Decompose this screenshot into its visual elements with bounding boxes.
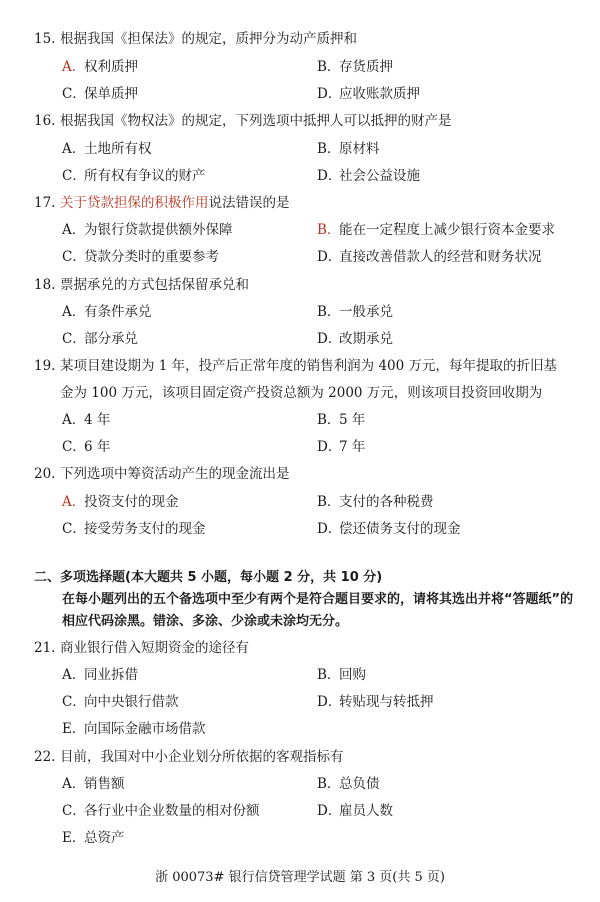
question-17 (34, 190, 582, 217)
question-number: 15. (34, 31, 56, 47)
option-a: A．有条件承兑 (62, 304, 152, 320)
section-heading: 二、多项选择题(本大题共 5 小题，每小题 2 分，共 10 分) (34, 570, 383, 585)
option-c: C．6 年 (62, 439, 111, 455)
option-c: C．所有权有争议的财产 (62, 168, 206, 184)
option-a: A．同业拆借 (62, 667, 138, 683)
option-b: B．回购 (317, 667, 366, 683)
option-d: D．偿还债务支付的现金 (317, 521, 461, 537)
question-22 (34, 744, 582, 771)
section-instruction: 在每小题列出的五个备选项中至少有两个是符合题目要求的，请将其选出并将“答题纸”的相应代码涂黑。错涂、多涂、少涂或未涂均无分。 (62, 592, 574, 629)
option-a: A．4 年 (62, 412, 111, 428)
option-b: B．存货质押 (317, 59, 393, 75)
option-b: B．能在一定程度上减少银行资本金要求 (317, 222, 555, 238)
option-c: C．接受劳务支付的现金 (62, 521, 206, 537)
question-19-continued (60, 380, 600, 407)
option-d: D．应收账款质押 (317, 86, 420, 102)
option-b: B．总负债 (317, 776, 380, 792)
question-number: 18. (34, 277, 56, 293)
option-c: C．保单质押 (62, 86, 138, 102)
option-a: A．土地所有权 (62, 141, 152, 157)
question-15 (34, 26, 582, 53)
option-a: A．投资支付的现金 (62, 494, 179, 510)
question-number: 16. (34, 113, 56, 129)
option-a: A．权利质押 (62, 59, 138, 75)
option-d: D．7 年 (317, 439, 366, 455)
option-c: C．各行业中企业数量的相对份额 (62, 803, 260, 819)
option-b: B．5 年 (317, 412, 366, 428)
option-d: D．改期承兑 (317, 331, 393, 347)
option-c: C．向中央银行借款 (62, 694, 179, 710)
option-b: B．一般承兑 (317, 304, 393, 320)
option-d: D．社会公益设施 (317, 168, 420, 184)
question-20 (34, 461, 582, 488)
question-text: 票据承兑的方式包括保留承兑和 (60, 277, 249, 293)
question-text-line2: 金为 100 万元，该项目固定资产投资总额为 2000 万元，则该项目投资回收期为 (60, 385, 543, 401)
option-d: D．雇员人数 (317, 803, 393, 819)
question-number: 21. (34, 640, 56, 656)
question-text: 说法错误的是 (208, 195, 290, 211)
option-b: B．支付的各种税费 (317, 494, 434, 510)
option-c: C．部分承兑 (62, 331, 138, 347)
question-text-line1: 某项目建设期为 1 年，投产后正常年度的销售利润为 400 万元，每年提取的折旧基 (60, 358, 558, 374)
question-number: 19. (34, 358, 56, 374)
question-text-highlight: 关于贷款担保的积极作用 (60, 195, 209, 211)
question-text: 根据我国《担保法》的规定，质押分为动产质押和 (60, 31, 357, 47)
question-number: 17. (34, 195, 56, 211)
option-d: D．转贴现与转抵押 (317, 694, 434, 710)
option-d: D．直接改善借款人的经营和财务状况 (317, 249, 542, 265)
option-a: A．销售额 (62, 776, 125, 792)
option-e: E．总资产 (62, 830, 125, 846)
question-16 (34, 108, 582, 135)
option-a: A．为银行贷款提供额外保障 (62, 222, 233, 238)
question-text: 根据我国《物权法》的规定，下列选项中抵押人可以抵押的财产是 (60, 113, 452, 129)
page-footer: 浙 00073# 银行信贷管理学试题 第 3 页(共 5 页) (155, 870, 445, 885)
question-21 (34, 635, 582, 662)
option-e: E．向国际金融市场借款 (62, 721, 206, 737)
question-text: 目前，我国对中小企业划分所依据的客观指标有 (60, 749, 344, 765)
question-19 (34, 353, 582, 380)
question-18 (34, 272, 582, 299)
question-number: 20. (34, 466, 56, 482)
option-c: C．贷款分类时的重要参考 (62, 249, 219, 265)
question-number: 22. (34, 749, 56, 765)
question-text: 下列选项中筹资活动产生的现金流出是 (60, 466, 290, 482)
question-text: 商业银行借入短期资金的途径有 (60, 640, 249, 656)
option-b: B．原材料 (317, 141, 380, 157)
